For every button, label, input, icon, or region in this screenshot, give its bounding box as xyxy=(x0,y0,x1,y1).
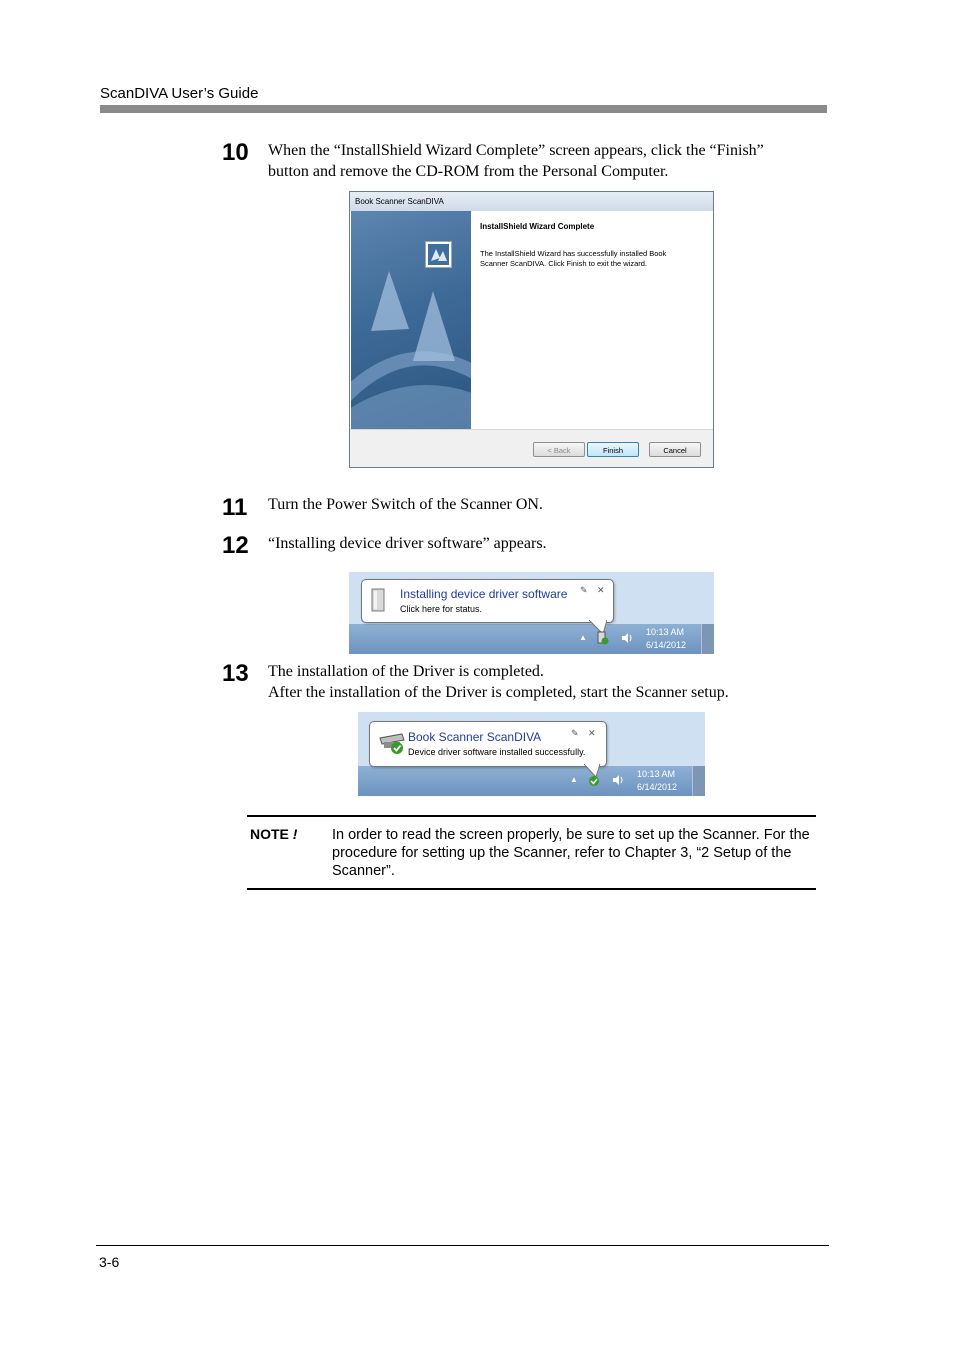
step-number-13: 13 xyxy=(222,660,249,687)
clock-time: 10:13 AM xyxy=(646,627,685,637)
wizard-heading: InstallShield Wizard Complete xyxy=(480,222,595,231)
notification-title: Installing device driver software xyxy=(400,587,568,601)
note-exclamation: ! xyxy=(292,826,298,842)
note-label xyxy=(250,826,297,842)
wizard-button-bar xyxy=(350,429,713,468)
step-text-10 xyxy=(268,140,764,182)
back-button[interactable]: < Back xyxy=(533,442,585,457)
running-header: ScanDIVA User’s Guide xyxy=(100,85,259,102)
step-number-11: 11 xyxy=(222,494,248,521)
note-label-text: NOTE xyxy=(250,826,293,842)
wizard-title-bar: Book Scanner ScanDIVA xyxy=(350,192,713,211)
wizard-body-text: The InstallShield Wizard has successfully installed Book Scanner ScanDIVA. Click Finish to exit the wizard. xyxy=(480,249,667,268)
system-clock[interactable] xyxy=(637,768,677,794)
notification-balloon[interactable] xyxy=(361,579,614,623)
clock-date: 6/14/2012 xyxy=(646,640,687,650)
installing-notification-screenshot xyxy=(349,572,714,654)
notification-title: Book Scanner ScanDIVA xyxy=(408,730,542,744)
step-text-12: “Installing device driver software” appears. xyxy=(268,535,547,552)
step-text-line: button and remove the CD-ROM from the Personal Computer. xyxy=(268,163,669,180)
show-hidden-icons-icon[interactable]: ▲ xyxy=(570,775,578,784)
wizard-banner-art xyxy=(351,211,471,429)
device-install-tray-icon[interactable] xyxy=(597,631,609,645)
notification-subtitle: Device driver software installed successfully. xyxy=(408,747,586,757)
show-desktop-button[interactable] xyxy=(701,624,714,654)
close-icon[interactable]: ✕ xyxy=(597,585,605,595)
step-number-10: 10 xyxy=(222,139,249,166)
clock-date: 6/14/2012 xyxy=(637,782,678,792)
step-number-12: 12 xyxy=(222,532,249,559)
finish-button[interactable]: Finish xyxy=(587,442,639,457)
installed-notification-screenshot xyxy=(358,712,705,796)
note-text: In order to read the screen properly, be sure to set up the Scanner. For the procedure for setting up the Scanner, refer to Chapter 3, “2 Setup of the Scanner”. xyxy=(332,827,810,879)
volume-icon[interactable] xyxy=(621,632,633,644)
scanner-icon xyxy=(378,730,406,756)
options-icon[interactable]: ✎ xyxy=(580,585,588,595)
notification-balloon[interactable] xyxy=(369,721,607,767)
clock-time: 10:13 AM xyxy=(637,769,676,779)
step-text-line: The installation of the Driver is completed. xyxy=(268,663,544,680)
note-bottom-rule xyxy=(247,888,816,890)
show-desktop-button[interactable] xyxy=(692,766,705,796)
note-top-rule xyxy=(247,815,816,817)
cancel-button[interactable]: Cancel xyxy=(649,442,701,457)
show-hidden-icons-icon[interactable]: ▲ xyxy=(579,633,587,642)
wizard-side-banner xyxy=(351,211,471,429)
step-text-line: After the installation of the Driver is completed, start the Scanner setup. xyxy=(268,684,729,701)
notification-subtitle: Click here for status. xyxy=(400,604,483,614)
device-icon xyxy=(370,587,386,613)
installer-icon xyxy=(425,241,452,268)
system-clock[interactable] xyxy=(646,626,686,652)
step-text-11: Turn the Power Switch of the Scanner ON. xyxy=(268,496,543,513)
header-rule xyxy=(100,105,827,113)
step-text-13 xyxy=(268,661,729,703)
close-icon[interactable]: ✕ xyxy=(588,728,596,738)
page-number: 3-6 xyxy=(99,1254,120,1270)
step-text-line: When the “InstallShield Wizard Complete” screen appears, click the “Finish” xyxy=(268,142,764,159)
installshield-wizard-screenshot xyxy=(349,191,714,468)
options-icon[interactable]: ✎ xyxy=(571,728,579,738)
footer-rule xyxy=(96,1245,829,1246)
installed-tray-icon[interactable] xyxy=(588,775,600,787)
volume-icon[interactable] xyxy=(612,774,624,786)
